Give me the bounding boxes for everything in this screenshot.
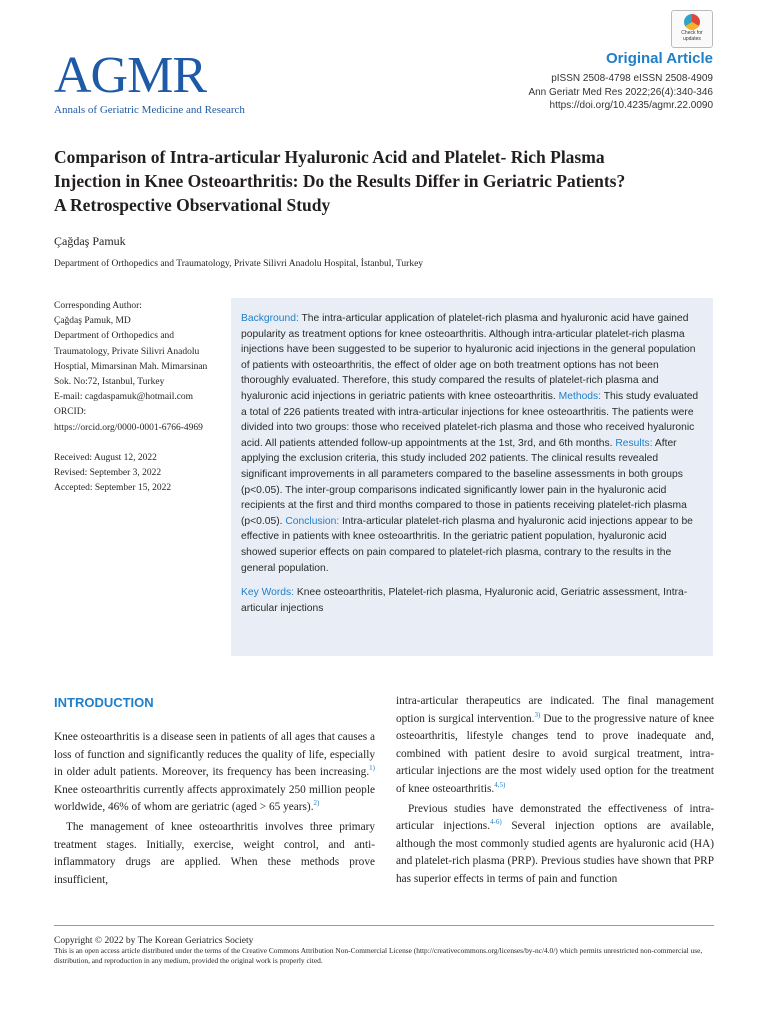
paragraph-text: Due to the progressive nature of knee osteoarthritis, lifestyle changes tend to prove inadequate and, combined with patient desire to avoid surgical treatment, intra-articular injections are the most widely used option for the treatment of knee osteoarthritis.: [396, 712, 714, 795]
body-column-right: [396, 693, 714, 889]
copyright-line: Copyright © 2022 by The Korean Geriatrics Society: [54, 936, 254, 946]
keywords-label: Key Words:: [241, 587, 295, 599]
intro-paragraph: [396, 801, 714, 889]
issn: pISSN 2508-4798 eISSN 2508-4909: [551, 73, 713, 84]
paragraph-text: Knee osteoarthritis currently affects approximately 250 million people worldwide, 46% of whom are geriatric (aged > 65 years).: [54, 783, 375, 814]
check-updates-icon: [684, 14, 700, 30]
article-type: Original Article: [606, 50, 713, 67]
title-line: A Retrospective Observational Study: [54, 195, 331, 215]
corr-line: Sok. No:72, Istanbul, Turkey: [54, 377, 165, 388]
paragraph-text: Knee osteoarthritis is a disease seen in patients of all ages that causes a loss of function and significantly reduces the quality of life, especially in older adult patients. Moreover, its frequency has been increasing.: [54, 731, 375, 779]
results-label: Results:: [615, 437, 653, 449]
intro-paragraph: [54, 729, 375, 817]
conclusion-text: Intra-articular platelet-rich plasma and hyaluronic acid injections appear to be effective in patients with knee osteoarthritis. In the geriatric patient population, hyaluronic acid showed superior effects on pain compared to platelet-rich plasma, contrary to the results in the general population.: [241, 515, 693, 574]
abstract-body: [241, 311, 703, 576]
logo-mark: AGMR: [54, 47, 207, 104]
title-line: Comparison of Intra-articular Hyaluronic Acid and Platelet- Rich Plasma: [54, 147, 605, 167]
abstract-box: [231, 298, 713, 656]
methods-text: This study evaluated a total of 226 patients treated with intra-articular injections for knee osteoarthritis. The patients were divided into two groups: those who received platelet-rich plasma and those who received hyaluronic acid. All patients attended follow-up appointments at the 1st, 3rd, and 6th months.: [241, 390, 699, 449]
corr-line: Çağdaş Pamuk, MD: [54, 316, 131, 327]
background-text: The intra-articular application of platelet-rich plasma and hyaluronic acid have gained popularity as treatment options for knee osteoarthritis. Although intra-articular platelet-rich plasma injections have been suggested to be superior to hyaluronic acid injections in the general population of patients with osteoarthritis, the effect of older age on both treatment options has not been thoroughly evaluated. Therefore, this study compared the results of platelet-rich plasma and hyaluronic acid injections in geriatric patients with knee osteoarthritis.: [241, 313, 696, 402]
journal-logo: [54, 47, 245, 116]
license-text: This is an open access article distributed under the terms of the Creative Commons Attribution Non-Commercial License (http://creativecommons.org/licenses/by-nc/4.0/) which permits unrestricted non-commercial use, distribution, and reproduction in any medium, provided the original work is properly cited.: [54, 946, 703, 965]
journal-meta: [528, 72, 713, 113]
revised-date: Revised: September 3, 2022: [54, 468, 162, 479]
accepted-date: Accepted: September 15, 2022: [54, 483, 172, 494]
check-for-updates-badge[interactable]: [671, 10, 713, 48]
keywords: [241, 585, 703, 616]
citation: Ann Geriatr Med Res 2022;26(4):340-346: [528, 86, 713, 98]
journal-full-name: Annals of Geriatric Medicine and Research: [54, 104, 245, 116]
paragraph-text: intra-articular therapeutics are indicated. The final management option is surgical intervention.: [396, 695, 714, 725]
reference-link[interactable]: 1): [369, 764, 375, 773]
orcid-link[interactable]: https://orcid.org/0000-0001-6766-4969: [54, 422, 203, 433]
reference-link[interactable]: 4-6): [490, 818, 502, 827]
body-column-left: [54, 729, 375, 889]
introduction-heading: INTRODUCTION: [54, 695, 154, 710]
conclusion-label: Conclusion:: [285, 515, 340, 527]
methods-label: Methods:: [558, 390, 602, 402]
corr-line: Corresponding Author:: [54, 301, 142, 311]
corr-line: Traumatology, Private Silivri Anadolu: [54, 346, 200, 357]
corresponding-author-box: [54, 299, 229, 496]
intro-paragraph: The management of knee osteoarthritis involves three primary treatment stages. Initially, exercise, weight control, and anti-inflammatory drugs are applied. When these methods prove insufficient,: [54, 820, 375, 886]
footer-divider: [54, 925, 714, 926]
received-date: Received: August 12, 2022: [54, 452, 157, 463]
paragraph-text: Previous studies have demonstrated the effectiveness of intra-articular injections.: [396, 802, 714, 833]
doi-link[interactable]: https://doi.org/10.4235/agmr.22.0090: [549, 100, 713, 111]
corr-email[interactable]: E-mail: cagdaspamuk@hotmail.com: [54, 392, 194, 403]
corr-line: ORCID:: [54, 407, 87, 418]
article-title: [54, 145, 714, 217]
background-label: Background:: [241, 313, 299, 324]
reference-link[interactable]: 3): [534, 710, 541, 719]
corr-line: Hosptial, Mimarsinan Mah. Mimarsinan: [54, 361, 208, 372]
keywords-text: Knee osteoarthritis, Platelet-rich plasma, Hyaluronic acid, Geriatric assessment, Intra-articular injections: [241, 587, 688, 614]
reference-link[interactable]: 2): [313, 799, 320, 808]
intro-paragraph: [396, 693, 714, 799]
results-text: After applying the exclusion criteria, this study included 202 patients. The clinical results revealed significant improvements in all parameters compared to the baseline assessments in both groups (p<0.05). The inter-group comparisons indicated significantly lower pain in the hyaluronic acid recipients at the first and third months compared to those in patients receiving platelet-rich plasma (p<0.05).: [241, 437, 687, 527]
author-name: Çağdaş Pamuk: [54, 234, 126, 248]
title-line: Injection in Knee Osteoarthritis: Do the Results Differ in Geriatric Patients?: [54, 171, 626, 191]
affiliation: Department of Orthopedics and Traumatology, Private Silivri Anadolu Hospital, İstanbul, Turkey: [54, 259, 424, 269]
corr-line: Department of Orthopedics and: [54, 331, 175, 342]
badge-label: Check for updates: [681, 30, 703, 42]
paragraph-text: Several injection options are available, although the most commonly studied agents are hyaluronic acid (HA) and platelet-rich plasma (PRP). Previous studies have shown that PRP has superior effects in terms of pain and function: [396, 820, 714, 885]
reference-link[interactable]: 4,5): [494, 781, 506, 790]
